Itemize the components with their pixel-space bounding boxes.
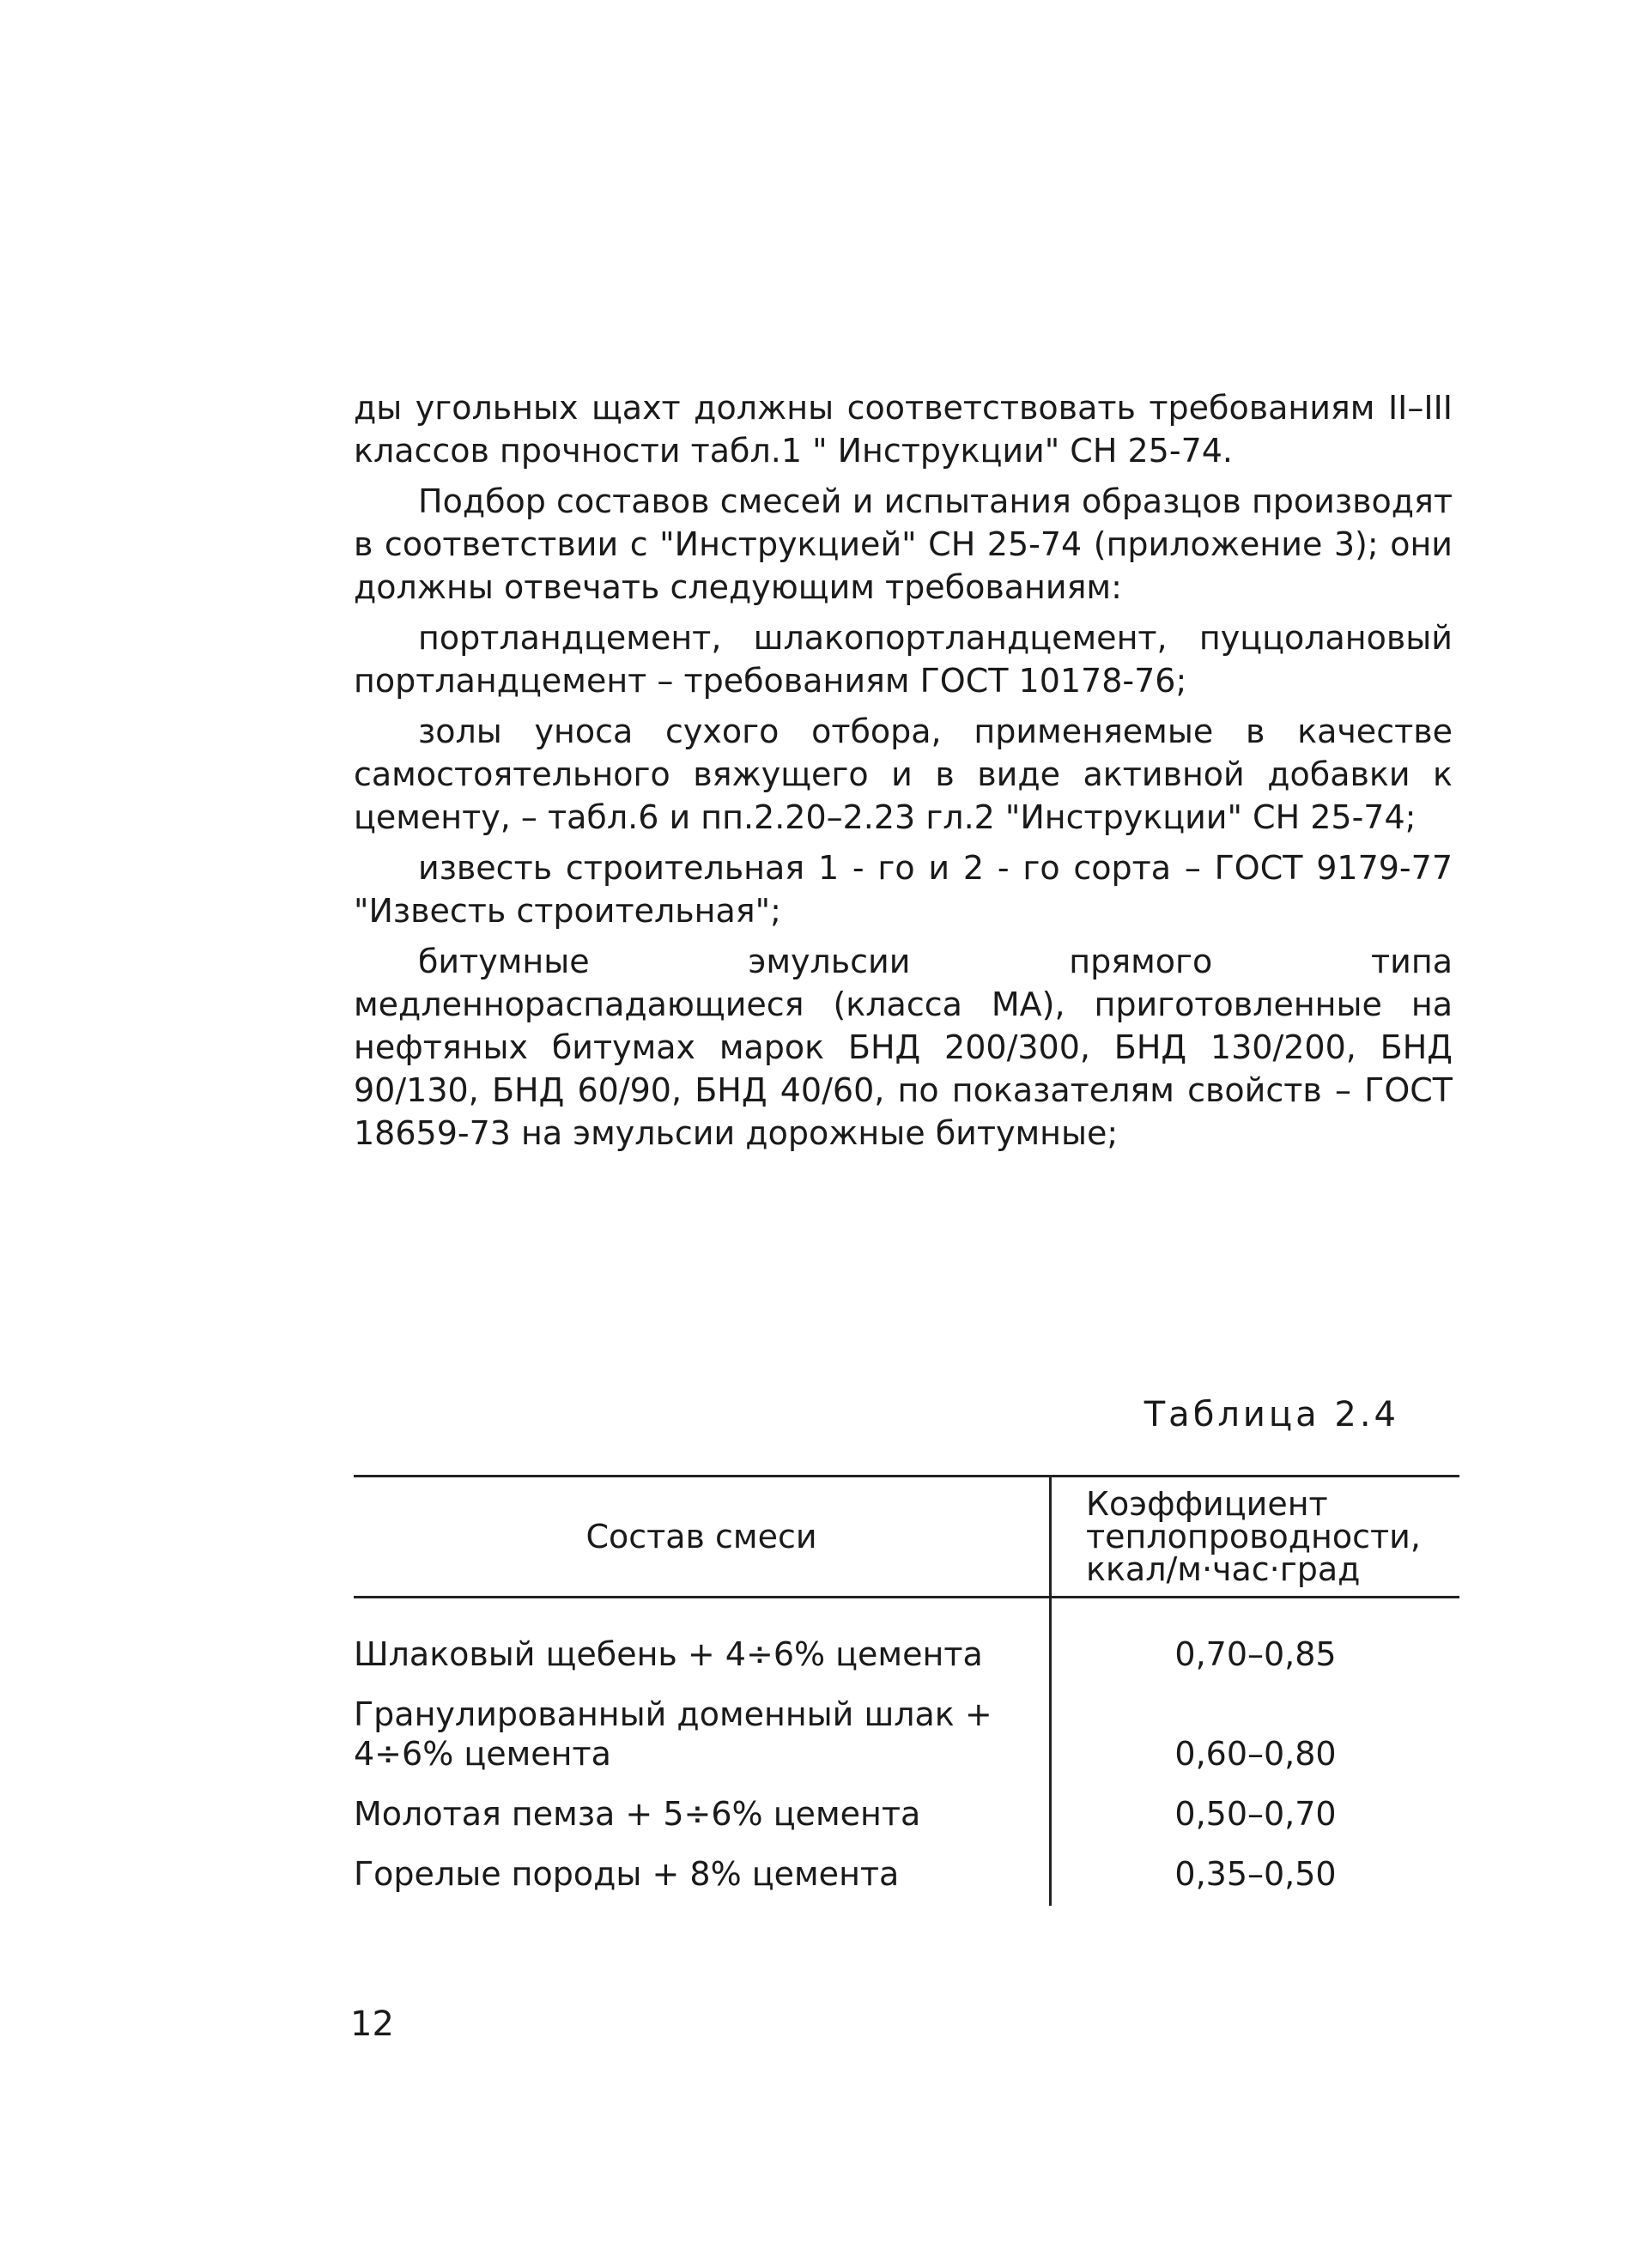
table-row bbox=[354, 1786, 1459, 1846]
table-caption: Таблица 2.4 bbox=[1144, 1395, 1399, 1434]
body-text bbox=[354, 386, 1453, 1162]
column-header-mix: Состав смеси bbox=[354, 1477, 1051, 1598]
paragraph-bitumen-emulsions: битумные эмульсии прямого типа медленнораспадающиеся (класса МА), приготовленные на нефтяных битумах марок БНД 200/300, БНД 130/200, БНД 90/130, БНД 60/90, БНД 40/60, по показателям свойств – ГОСТ 18659-73 на эмульсии дорожные битумные; bbox=[354, 943, 1453, 1152]
paragraph-cement: портландцемент, шлакопортландцемент, пуццолановый портландцемент – требованиям ГОСТ 10178-76; bbox=[354, 619, 1453, 700]
mix-cell: Шлаковый щебень + 4÷6% цемента bbox=[354, 1598, 1051, 1687]
coefficient-cell: 0,70–0,85 bbox=[1174, 1635, 1337, 1673]
page-number: 12 bbox=[350, 2004, 394, 2044]
paragraph-requirements-continued: ды угольных щахт должны соответствовать требованиям II–III классов прочности табл.1 " Инструкции" СН 25-74. bbox=[354, 389, 1453, 470]
column-header-coefficient: Коэффициент теплопроводности, ккал/м·час·град bbox=[1051, 1477, 1460, 1598]
coefficient-cell: 0,35–0,50 bbox=[1174, 1855, 1337, 1893]
paragraph-mix-selection: Подбор составов смесей и испытания образцов производят в соответствии с "Инструкцией" СН 25-74 (приложение 3); они должны отвечать следующим требованиям: bbox=[354, 482, 1453, 606]
paragraph-fly-ash: золы уноса сухого отбора, применяемые в качестве самостоятельного вяжущего и в виде активной добавки к цементу, – табл.6 и пп.2.20–2.23 гл.2 "Инструкции" СН 25-74; bbox=[354, 713, 1453, 836]
table-row bbox=[354, 1846, 1459, 1906]
paragraph-lime: известь строительная 1 - го и 2 - го сорта – ГОСТ 9179-77 "Известь строительная"; bbox=[354, 849, 1453, 930]
mix-cell: Молотая пемза + 5÷6% цемента bbox=[354, 1786, 1051, 1846]
table-row bbox=[354, 1686, 1459, 1786]
table-row bbox=[354, 1598, 1459, 1687]
mix-cell: Горелые породы + 8% цемента bbox=[354, 1846, 1051, 1906]
mix-cell: Гранулированный доменный шлак + 4÷6% цемента bbox=[354, 1686, 1051, 1786]
table-header-row bbox=[354, 1477, 1459, 1598]
coefficient-cell: 0,50–0,70 bbox=[1174, 1795, 1337, 1833]
thermal-conductivity-table bbox=[354, 1475, 1459, 1906]
coefficient-cell: 0,60–0,80 bbox=[1174, 1735, 1337, 1773]
